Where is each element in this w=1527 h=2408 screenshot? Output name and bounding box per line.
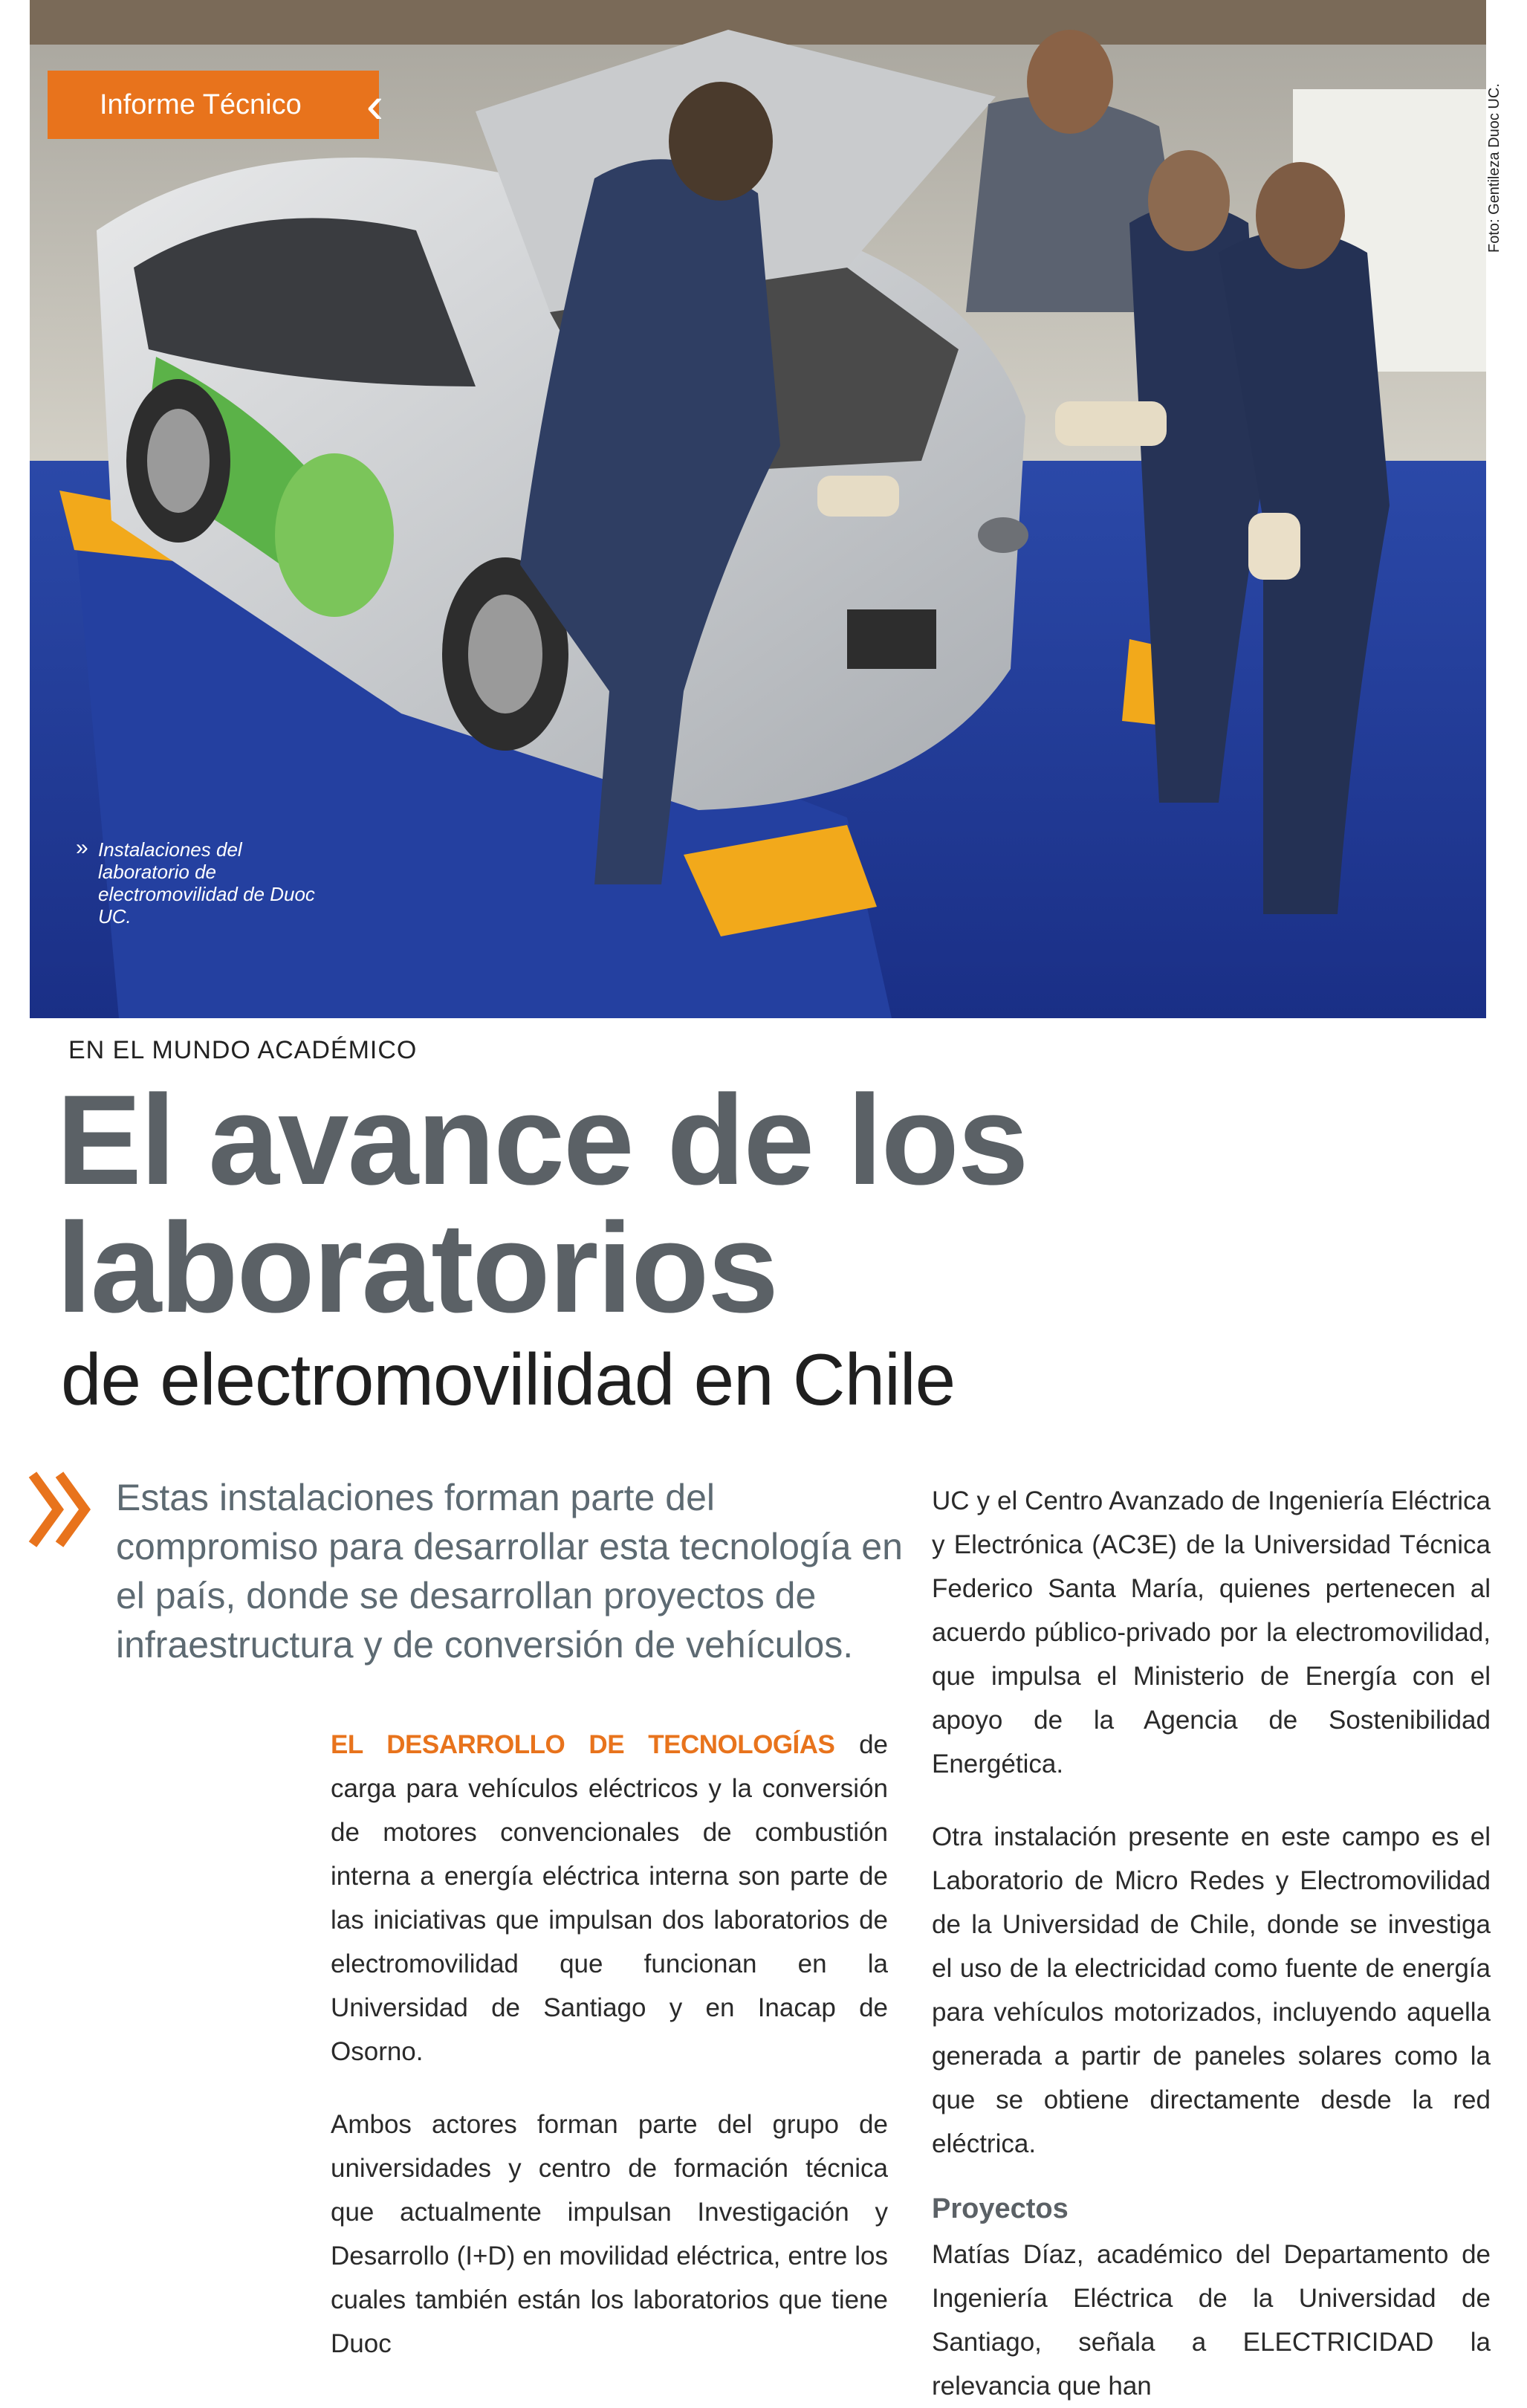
double-chevron-icon — [27, 1469, 94, 1550]
body-paragraph — [331, 1723, 888, 2074]
section-tab-label: Informe Técnico — [100, 89, 302, 120]
article-kicker: EN EL MUNDO ACADÉMICO — [68, 1036, 418, 1064]
body-column-left — [331, 1723, 888, 2366]
body-paragraph: Otra instalación presente en este campo es el Laboratorio de Micro Redes y Electromovilidad de la Universidad de Chile, donde se investiga el uso de la electricidad como fuente de energía para vehículos motorizados, incluyendo aquella generada a partir de paneles solares como la que se obtiene directamente desde la red eléctrica. — [932, 1822, 1491, 2158]
photo-credit: Foto: Gentileza Duoc UC. — [1486, 83, 1502, 253]
chevron-left-icon: ‹ — [366, 76, 383, 134]
hero-photo — [30, 0, 1502, 1018]
article-lead: Estas instalaciones forman parte del compromiso para desarrollar esta tecnología en el país, donde se desarrollan proyectos de infraestructura y de conversión de vehículos. — [116, 1477, 903, 1666]
body-column-right — [932, 1479, 1491, 2408]
body-paragraph: Matías Díaz, académico del Departamento de Ingeniería Eléctrica de la Universidad de Santiago, señala a ELECTRICIDAD la relevancia que han — [932, 2240, 1491, 2401]
article-subtitle: de electromovilidad en Chile — [61, 1339, 956, 1420]
body-paragraph: UC y el Centro Avanzado de Ingeniería Eléctrica y Electrónica (AC3E) de la Universidad Técnica Federico Santa María, quienes pertenecen al acuerdo público-privado por la electromovilidad, que impulsa el Ministerio de Energía con el apoyo de la Agencia de Sostenibilidad Energética. — [932, 1486, 1491, 1779]
double-chevron-icon: » — [76, 835, 88, 860]
photo-caption-text: Instalaciones del laboratorio de electromovilidad de Duoc UC. — [98, 838, 315, 928]
article-title: El avance de los laboratorios — [56, 1069, 1028, 1339]
section-subheading: Proyectos — [932, 2193, 1069, 2224]
section-tab — [48, 71, 383, 139]
body-paragraph: Ambos actores forman parte del grupo de universidades y centro de formación técnica que actualmente impulsan Investigación y Desarrollo (I+D) en movilidad eléctrica, entre los cuales también están los laboratorios que tiene Duoc — [331, 2110, 888, 2358]
body-paragraph-text: de carga para vehículos eléctricos y la conversión de motores convencionales de combustión interna a energía eléctrica interna son parte de las iniciativas que impulsan dos laboratorios de electromovilidad que funcionan en la Universidad de Santiago y en Inacap de Osorno. — [331, 1730, 889, 2066]
photo-caption — [76, 835, 321, 928]
lead-in-text: EL DESARROLLO DE TECNOLOGÍAS — [331, 1730, 835, 1759]
